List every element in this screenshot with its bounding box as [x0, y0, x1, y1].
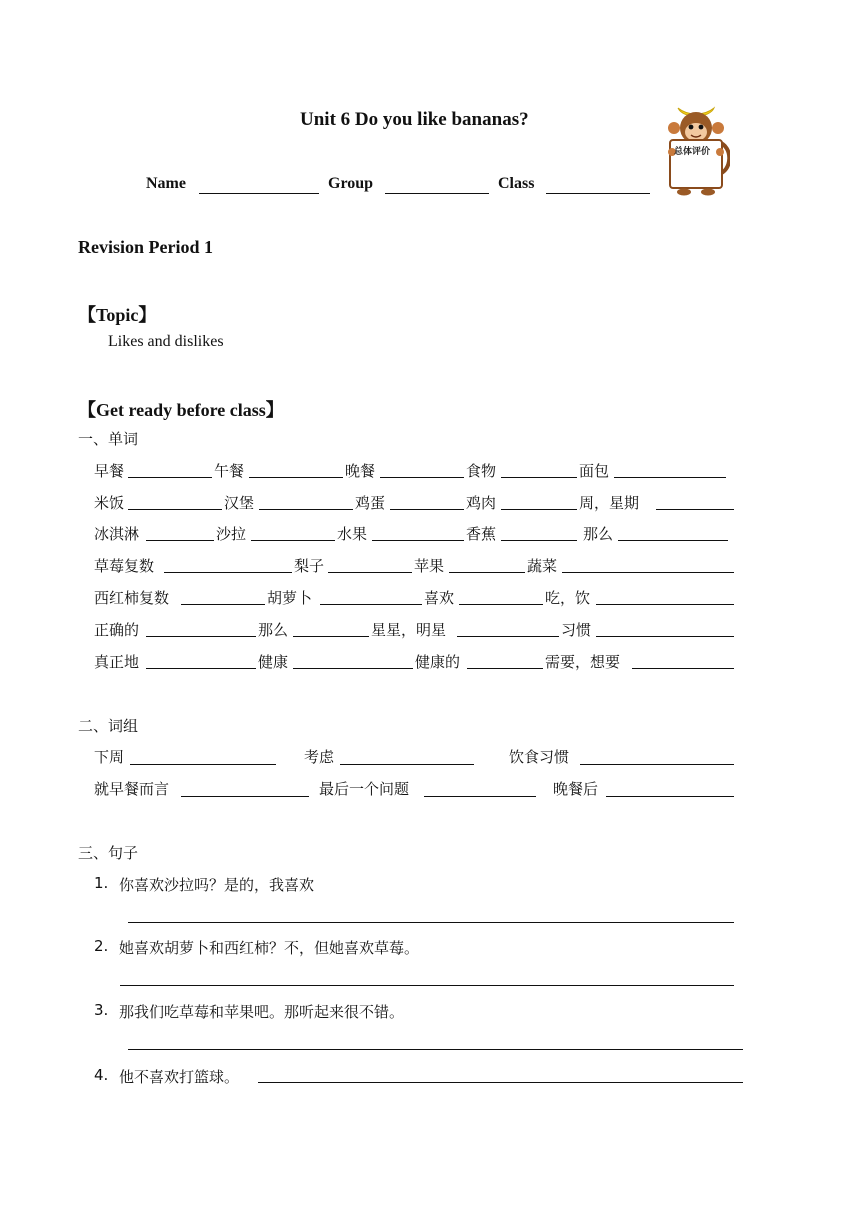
phrase-prompt: 就早餐而言: [94, 780, 170, 798]
word-prompt: 早餐: [94, 462, 125, 480]
words-heading: 一、单词: [78, 430, 139, 448]
word-blank[interactable]: [320, 604, 422, 605]
word-blank[interactable]: [656, 509, 734, 510]
word-blank[interactable]: [501, 509, 577, 510]
sentence-answer-line[interactable]: [128, 922, 734, 923]
word-prompt: 面包: [579, 462, 610, 480]
word-blank[interactable]: [596, 636, 734, 637]
phrases-heading: 二、词组: [78, 717, 139, 735]
page-title: Unit 6 Do you like bananas?: [300, 109, 529, 130]
sentence-number: 3.: [94, 1001, 109, 1019]
word-prompt: 吃，饮: [545, 589, 591, 607]
word-blank[interactable]: [128, 477, 212, 478]
class-field[interactable]: [546, 193, 650, 194]
sentence-number: 2.: [94, 937, 109, 955]
word-blank[interactable]: [380, 477, 464, 478]
word-prompt: 苹果: [414, 557, 445, 575]
word-blank[interactable]: [249, 477, 343, 478]
word-blank[interactable]: [251, 540, 335, 541]
word-blank[interactable]: [293, 668, 413, 669]
word-prompt: 真正地: [94, 653, 140, 671]
word-prompt: 星星，明星: [371, 621, 447, 639]
sentence-prompt: 他不喜欢打篮球。: [119, 1068, 240, 1086]
period-heading: Revision Period 1: [78, 237, 213, 257]
word-prompt: 习惯: [561, 621, 592, 639]
word-prompt: 晚餐: [345, 462, 376, 480]
word-prompt: 鸡肉: [466, 494, 497, 512]
sentence-prompt: 你喜欢沙拉吗？是的，我喜欢: [119, 876, 315, 894]
sentences-heading: 三、句子: [78, 844, 139, 862]
word-blank[interactable]: [146, 668, 256, 669]
word-prompt: 喜欢: [424, 589, 455, 607]
prep-heading: 【Get ready before class】: [78, 400, 284, 420]
class-label: Class: [498, 175, 535, 192]
word-prompt: 食物: [466, 462, 497, 480]
word-blank[interactable]: [618, 540, 728, 541]
phrase-prompt: 下周: [94, 748, 125, 766]
word-blank[interactable]: [259, 509, 353, 510]
phrase-prompt: 最后一个问题: [319, 780, 410, 798]
sentence-answer-line[interactable]: [128, 1049, 743, 1050]
word-prompt: 蔬菜: [527, 557, 558, 575]
name-label: Name: [146, 175, 186, 192]
word-prompt: 那么: [258, 621, 289, 639]
topic-heading: 【Topic】: [78, 305, 157, 325]
word-prompt: 鸡蛋: [355, 494, 386, 512]
sentence-answer-line[interactable]: [120, 985, 734, 986]
phrase-blank[interactable]: [181, 796, 309, 797]
word-blank[interactable]: [146, 540, 214, 541]
word-blank[interactable]: [596, 604, 734, 605]
word-prompt: 草莓复数: [94, 557, 155, 575]
sentence-answer-line[interactable]: [258, 1082, 743, 1083]
sentence-prompt: 那我们吃草莓和苹果吧。那听起来很不错。: [119, 1003, 405, 1021]
word-prompt: 那么: [583, 525, 614, 543]
word-prompt: 健康: [258, 653, 289, 671]
phrase-blank[interactable]: [580, 764, 734, 765]
word-prompt: 胡萝卜: [267, 589, 313, 607]
topic-text: Likes and dislikes: [108, 333, 224, 350]
word-blank[interactable]: [459, 604, 543, 605]
word-blank[interactable]: [632, 668, 734, 669]
word-blank[interactable]: [128, 509, 222, 510]
word-blank[interactable]: [501, 477, 577, 478]
name-field[interactable]: [199, 193, 319, 194]
word-prompt: 午餐: [214, 462, 245, 480]
monkey-evaluation-badge: [662, 102, 730, 198]
sentence-number: 1.: [94, 874, 109, 892]
word-prompt: 梨子: [294, 557, 325, 575]
word-blank[interactable]: [562, 572, 734, 573]
word-prompt: 西红柿复数: [94, 589, 170, 607]
phrase-prompt: 饮食习惯: [509, 748, 570, 766]
word-blank[interactable]: [467, 668, 543, 669]
word-blank[interactable]: [164, 572, 292, 573]
word-blank[interactable]: [181, 604, 265, 605]
phrase-prompt: 考虑: [304, 748, 335, 766]
word-blank[interactable]: [501, 540, 577, 541]
word-blank[interactable]: [457, 636, 559, 637]
word-prompt: 香蕉: [466, 525, 497, 543]
sentence-number: 4.: [94, 1066, 109, 1084]
word-blank[interactable]: [146, 636, 256, 637]
word-prompt: 沙拉: [216, 525, 247, 543]
group-label: Group: [328, 175, 374, 192]
word-blank[interactable]: [372, 540, 464, 541]
phrase-blank[interactable]: [424, 796, 536, 797]
word-prompt: 米饭: [94, 494, 125, 512]
group-field[interactable]: [385, 193, 489, 194]
word-prompt: 健康的: [415, 653, 461, 671]
word-prompt: 正确的: [94, 621, 140, 639]
word-prompt: 冰淇淋: [94, 525, 140, 543]
badge-text: 总体评价: [674, 147, 711, 157]
word-blank[interactable]: [328, 572, 412, 573]
word-prompt: 需要，想要: [545, 653, 621, 671]
phrase-prompt: 晚餐后: [553, 780, 599, 798]
word-prompt: 汉堡: [224, 494, 255, 512]
word-blank[interactable]: [390, 509, 464, 510]
word-blank[interactable]: [614, 477, 726, 478]
word-blank[interactable]: [449, 572, 525, 573]
phrase-blank[interactable]: [606, 796, 734, 797]
phrase-blank[interactable]: [130, 764, 276, 765]
phrase-blank[interactable]: [340, 764, 474, 765]
sentence-prompt: 她喜欢胡萝卜和西红柿？不，但她喜欢草莓。: [119, 939, 420, 957]
word-prompt: 水果: [337, 525, 368, 543]
word-blank[interactable]: [293, 636, 369, 637]
word-prompt: 周，星期: [579, 494, 640, 512]
